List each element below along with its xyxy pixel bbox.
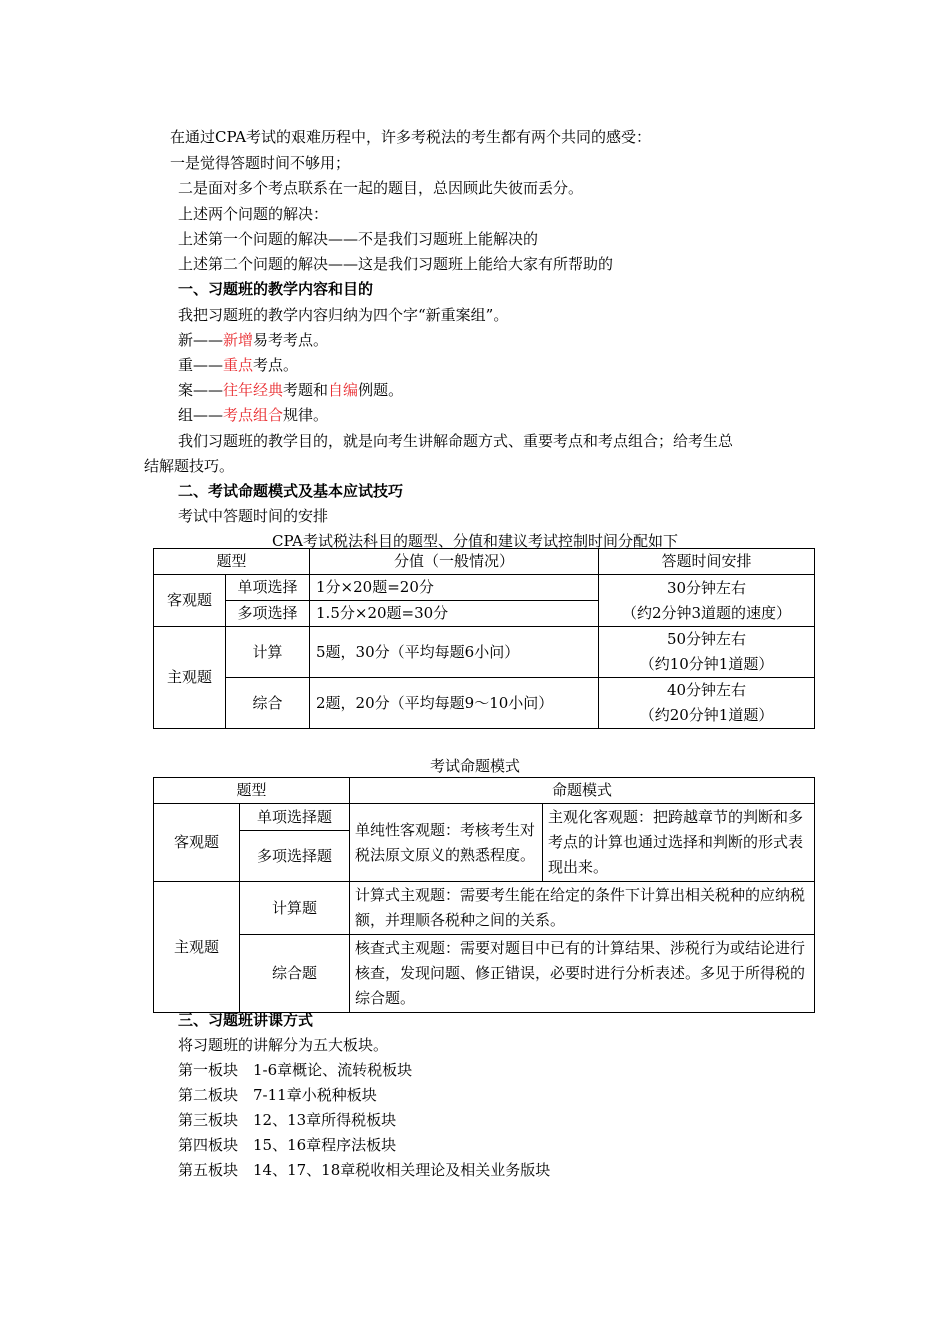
- item-an-highlight-1: 往年经典: [223, 381, 284, 399]
- t2-comp: 综合题: [240, 935, 350, 1013]
- t1-single: 单项选择: [226, 575, 310, 601]
- t2-subjective: 主观题: [154, 882, 240, 1013]
- t1-header-time: 答题时间安排: [599, 549, 815, 575]
- item-zu: [178, 405, 328, 425]
- section-3-intro: 将习题班的讲解分为五大板块。: [178, 1036, 389, 1054]
- intro-line-2: 一是觉得答题时间不够用；: [170, 154, 351, 172]
- t1-objective-time-2: （约2分钟3道题的速度）: [621, 603, 792, 622]
- block-item-5: 第五板块 14、17、18章税收相关理论及相关业务版块: [178, 1161, 551, 1179]
- section-1-intro: 我把习题班的教学内容归纳为四个字“新重案组”。: [178, 306, 509, 324]
- item-zu-prefix: 组——: [178, 406, 224, 424]
- t1-comp-time-2: （约20分钟1道题）: [639, 706, 774, 724]
- item-an-suffix: 例题。: [358, 381, 404, 399]
- t2-header-mode: 命题模式: [350, 778, 815, 804]
- item-zhong: [178, 355, 298, 375]
- t1-calc-time-2: （约10分钟1道题）: [639, 655, 774, 673]
- intro-line-3: 二是面对多个考点联系在一起的题目，总因顾此失彼而丢分。: [178, 179, 584, 197]
- t1-calc-time: [599, 627, 815, 678]
- t2-calc-mode: 计算式主观题：需要考生能在给定的条件下计算出相关税种的应纳税额，并理顺各税种之间的关系。: [350, 882, 815, 935]
- t1-multi-score: 1.5分×20题=30分: [310, 601, 599, 627]
- item-zhong-suffix: 考点。: [253, 356, 299, 374]
- t1-comp-time-1: 40分钟左右: [666, 681, 747, 699]
- t1-objective-time: [599, 575, 815, 627]
- score-time-table: [153, 548, 815, 729]
- t1-comp-score: 2题，20分（平均每题9～10小问）: [310, 678, 599, 729]
- t1-objective-time-1: 30分钟左右: [666, 578, 747, 597]
- t1-calc: 计算: [226, 627, 310, 678]
- item-an-prefix: 案——: [178, 381, 224, 399]
- block-item-3: 第三板块 12、13章所得税板块: [178, 1111, 397, 1129]
- block-item-2: 第二板块 7-11章小税种板块: [178, 1086, 377, 1104]
- t2-calc: 计算题: [240, 882, 350, 935]
- item-new-suffix: 易考考点。: [253, 331, 329, 349]
- item-zhong-prefix: 重——: [178, 356, 224, 374]
- t2-objective-mode-a: 单纯性客观题：考核考生对税法原文原义的熟悉程度。: [350, 804, 543, 882]
- item-new-prefix: 新——: [178, 331, 224, 349]
- t1-comp: 综合: [226, 678, 310, 729]
- t2-objective-mode-b: 主观化客观题：把跨越章节的判断和多考点的计算也通过选择和判断的形式表现出来。: [543, 804, 815, 882]
- t1-multi: 多项选择: [226, 601, 310, 627]
- intro-line-6: 上述第二个问题的解决——这是我们习题班上能给大家有所帮助的: [178, 255, 614, 273]
- section-2-sub: 考试中答题时间的安排: [178, 507, 329, 525]
- item-an: [178, 380, 403, 400]
- t2-comp-mode: 核查式主观题：需要对题目中已有的计算结果、涉税行为或结论进行核查，发现问题、修正错误，必要时进行分析表述。多见于所得税的综合题。: [350, 935, 815, 1013]
- table-1-caption: CPA考试税法科目的题型、分值和建议考试控制时间分配如下: [271, 532, 679, 550]
- t1-calc-score: 5题，30分（平均每题6小问）: [310, 627, 599, 678]
- intro-line-5: 上述第一个问题的解决——不是我们习题班上能解决的: [178, 230, 539, 248]
- item-new: [178, 330, 328, 350]
- t1-subjective: 主观题: [154, 627, 226, 729]
- t1-header-type: 题型: [154, 549, 310, 575]
- section-1-heading: 一、习题班的教学内容和目的: [178, 280, 374, 298]
- block-item-4: 第四板块 15、16章程序法板块: [178, 1136, 397, 1154]
- purpose-line-2: 结解题技巧。: [144, 457, 235, 475]
- table-2-caption: 考试命题模式: [429, 757, 520, 775]
- item-new-highlight: 新增: [223, 331, 254, 349]
- section-3-heading: 三、习题班讲课方式: [178, 1011, 314, 1029]
- t2-header-type: 题型: [154, 778, 350, 804]
- item-an-highlight-2: 自编: [328, 381, 359, 399]
- purpose-line-1: 我们习题班的教学目的，就是向考生讲解命题方式、重要考点和考点组合；给考生总: [178, 432, 734, 450]
- t2-objective: 客观题: [154, 804, 240, 882]
- t1-header-score: 分值（一般情况）: [310, 549, 599, 575]
- t2-single: 单项选择题: [240, 804, 350, 831]
- item-an-mid: 考题和: [283, 381, 329, 399]
- t1-calc-time-1: 50分钟左右: [666, 630, 747, 648]
- section-2-heading: 二、考试命题模式及基本应试技巧: [178, 482, 404, 500]
- question-mode-table: [153, 777, 815, 1013]
- item-zu-suffix: 规律。: [283, 406, 329, 424]
- t1-comp-time: [599, 678, 815, 729]
- intro-line-4: 上述两个问题的解决：: [178, 205, 329, 223]
- intro-line-1: 在通过CPA考试的艰难历程中，许多考税法的考生都有两个共同的感受：: [170, 128, 652, 146]
- item-zhong-highlight: 重点: [223, 356, 254, 374]
- item-zu-highlight: 考点组合: [223, 406, 284, 424]
- block-item-1: 第一板块 1-6章概论、流转税板块: [178, 1061, 413, 1079]
- t2-multi: 多项选择题: [240, 831, 350, 882]
- t1-single-score: 1分×20题=20分: [310, 575, 599, 601]
- t1-objective: 客观题: [154, 575, 226, 627]
